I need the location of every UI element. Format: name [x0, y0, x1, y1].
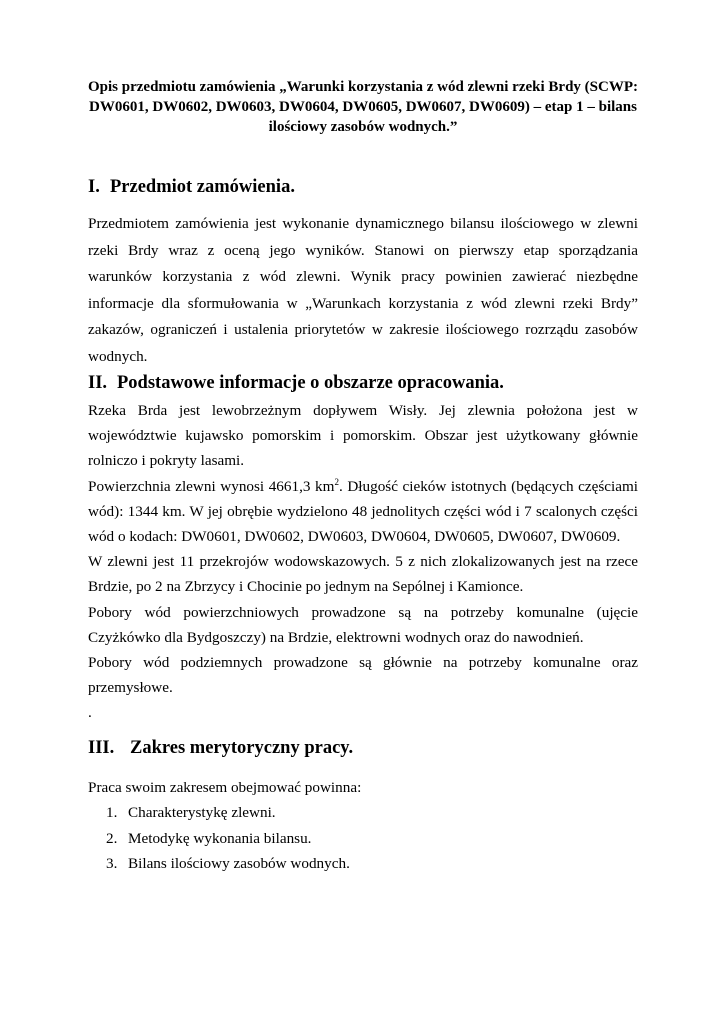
paragraph-text: Przedmiotem zamówienia jest wykonanie dynamicznego bilansu ilościowego w zlewni rzeki Brdy wraz z oceną jego wyników. Stanowi on pierwszy etap sporządzania warunków korzystania z wód zlewni. Wynik pracy powinien zawierać niezbędne informacje dla sformułowania w „Warunkach korzystania z wód zlewni rzeki Brdy” zakazów, ograniczeń i ustalenia priorytetów w zakresie ilościowego rozrządu zasobów wodnych. [88, 215, 638, 365]
section-heading-subject [88, 176, 295, 198]
paragraph-surface-water: Pobory wód powierzchniowych prowadzone są na potrzeby komunalne (ujęcie Czyżkówko dla Bydgoszczy) na Brdzie, elektrowni wodnych oraz do nawodnień. [88, 603, 638, 646]
area-info-paragraphs [88, 398, 638, 726]
area-text-continued: . Długość cieków istotnych (będących częściami wód): 1344 km. W jej obrębie wydzielono 48 jednolitych części wód i 7 scalonych części wód o kodach: DW0601, DW0602, DW0603, DW0604, DW0605, DW0607, DW0609. [88, 477, 638, 546]
list-item [106, 854, 350, 880]
section-heading-scope [88, 737, 353, 759]
item-number: 1. [106, 804, 118, 821]
item-text: Bilans ilościowy zasobów wodnych. [128, 855, 350, 872]
section-title: Podstawowe informacje o obszarze opracowania. [117, 373, 504, 393]
area-text: Powierzchnia zlewni wynosi 4661,3 km [88, 477, 335, 495]
section-number: I. [88, 177, 100, 197]
item-number: 2. [106, 829, 118, 847]
stray-dot: . [88, 704, 92, 722]
area-superscript: 2 [334, 476, 339, 487]
item-text: Charakterystykę zlewni. [128, 804, 276, 821]
item-number: 3. [106, 855, 118, 872]
list-item [106, 803, 350, 829]
paragraph-catchment-area [88, 474, 638, 550]
section-heading-area-info [88, 372, 504, 394]
subject-paragraph [88, 211, 638, 370]
section-number: II. [88, 373, 108, 393]
scope-intro: Praca swoim zakresem obejmować powinna: [88, 779, 362, 796]
scope-list [106, 803, 350, 880]
paragraph-groundwater: Pobory wód podziemnych prowadzone są głównie na potrzeby komunalne oraz przemysłowe. [88, 654, 638, 697]
document-title: Opis przedmiotu zamówienia „Warunki korzystania z wód zlewni rzeki Brdy (SCWP: DW0601, DW0602, DW0603, DW0604, DW0605, DW0607, DW0609) – etap 1 – bilans ilościowy zasobów wodnych.” [88, 79, 638, 135]
section-number: III. [88, 738, 115, 758]
section-title: Zakres merytoryczny pracy. [130, 738, 354, 758]
section-title: Przedmiot zamówienia. [110, 177, 295, 197]
item-text: Metodykę wykonania bilansu. [128, 829, 312, 847]
paragraph-gauging-sections: W zlewni jest 11 przekrojów wodowskazowych. 5 z nich zlokalizowanych jest na rzece Brdzie, po 2 na Zbrzycy i Chocinie po jednym na Sepólnej i Kamionce. [88, 553, 638, 596]
paragraph-brda-river: Rzeka Brda jest lewobrzeżnym dopływem Wisły. Jej zlewnia położona jest w województwie kujawsko pomorskim i pomorskim. Obszar jest użytkowany głównie rolniczo i pokryty lasami. [88, 402, 638, 470]
list-item [106, 829, 350, 855]
